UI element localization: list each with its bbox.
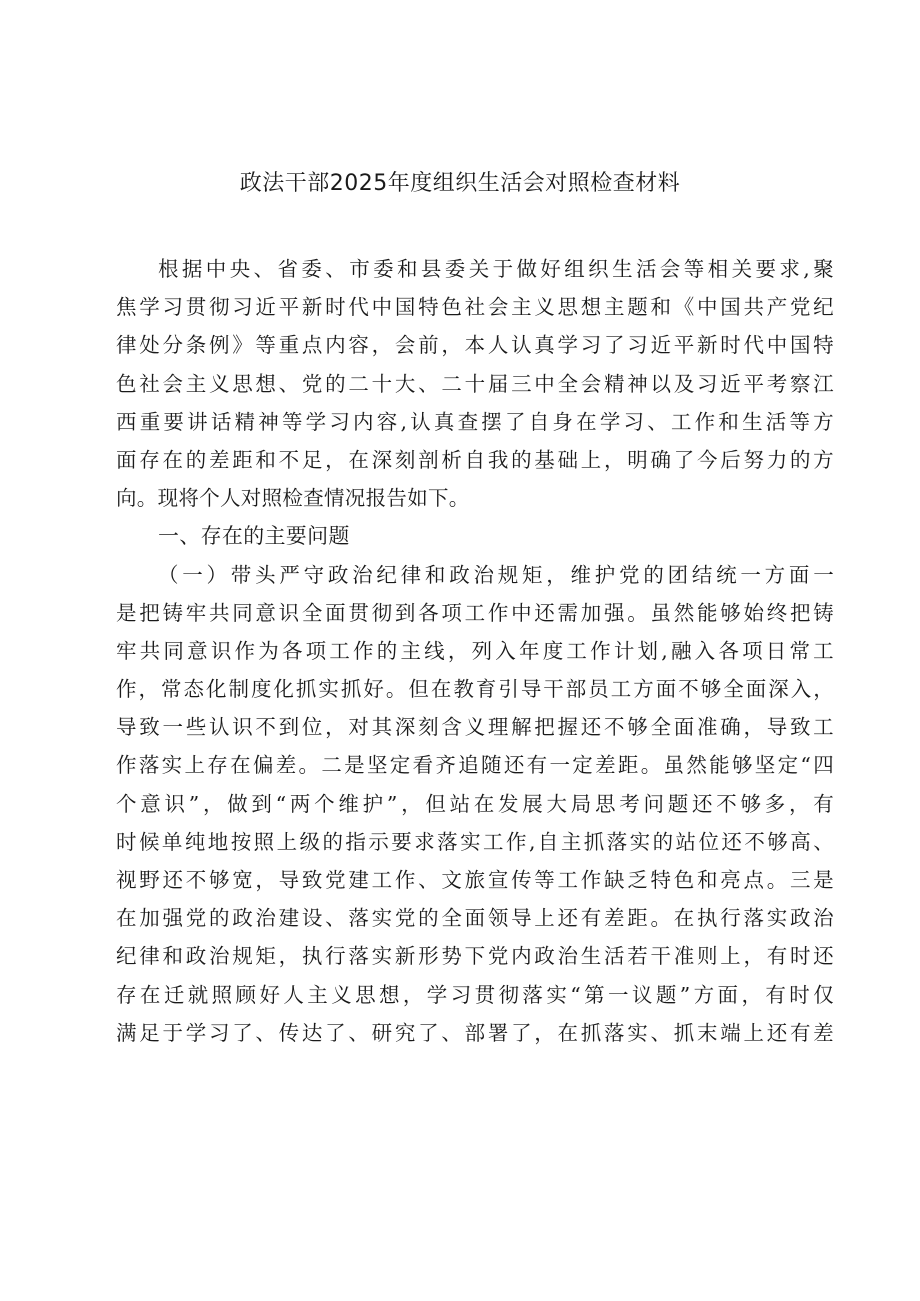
- body-text-line: 个意识”，做到“两个维护”，但站在发展大局思考问题还不够多，有: [116, 791, 834, 816]
- body-text-line: 存在迁就照顾好人主义思想，学习贯彻落实“第一议题”方面，有时仅: [116, 982, 834, 1007]
- body-text-line: 面存在的差距和不足，在深刻剖析自我的基础上，明确了今后努力的方: [116, 447, 834, 472]
- body-text-line: 根据中央、省委、市委和县委关于做好组织生活会等相关要求,聚: [158, 257, 834, 281]
- body-text-line: 纪律和政治规矩，执行落实新形势下党内政治生活若干准则上，有时还: [116, 944, 834, 969]
- body-text-line: （一）带头严守政治纪律和政治规矩，维护党的团结统一方面一: [158, 562, 834, 587]
- body-text-line: 是把铸牢共同意识全面贯彻到各项工作中还需加强。虽然能够始终把铸: [116, 600, 834, 625]
- section-heading: 一、存在的主要问题: [158, 524, 350, 549]
- body-text-line: 牢共同意识作为各项工作的主线，列入年度工作计划,融入各项日常工: [116, 638, 834, 663]
- body-text-line: 导致一些认识不到位，对其深刻含义理解把握还不够全面准确，导致工: [116, 715, 834, 740]
- body-text-line: 满足于学习了、传达了、研究了、部署了，在抓落实、抓末端上还有差: [116, 1020, 834, 1045]
- body-text-line: 律处分条例》等重点内容，会前，本人认真学习了习近平新时代中国特: [116, 333, 834, 358]
- body-text-line: 时候单纯地按照上级的指示要求落实工作,自主抓落实的站位还不够高、: [116, 829, 834, 854]
- body-text-line: 作落实上存在偏差。二是坚定看齐追随还有一定差距。虽然能够坚定“四: [116, 753, 834, 778]
- body-text-line: 焦学习贯彻习近平新时代中国特色社会主义思想主题和《中国共产党纪: [116, 295, 834, 320]
- body-text-line: 西重要讲话精神等学习内容,认真查摆了自身在学习、工作和生活等方: [116, 409, 834, 434]
- body-text-line: 视野还不够宽，导致党建工作、文旅宣传等工作缺乏特色和亮点。三是: [116, 868, 834, 892]
- body-text-line: 向。现将个人对照检查情况报告如下。: [116, 486, 470, 511]
- document-title: 政法干部2025年度组织生活会对照检查材料: [239, 171, 681, 196]
- body-text-line: 在加强党的政治建设、落实党的全面领导上还有差距。在执行落实政治: [116, 906, 834, 931]
- body-text-line: 色社会主义思想、党的二十大、二十届三中全会精神以及习近平考察江: [116, 371, 834, 396]
- document-body: [116, 250, 834, 1052]
- body-text-line: 作，常态化制度化抓实抓好。但在教育引导干部员工方面不够全面深入，: [116, 677, 834, 702]
